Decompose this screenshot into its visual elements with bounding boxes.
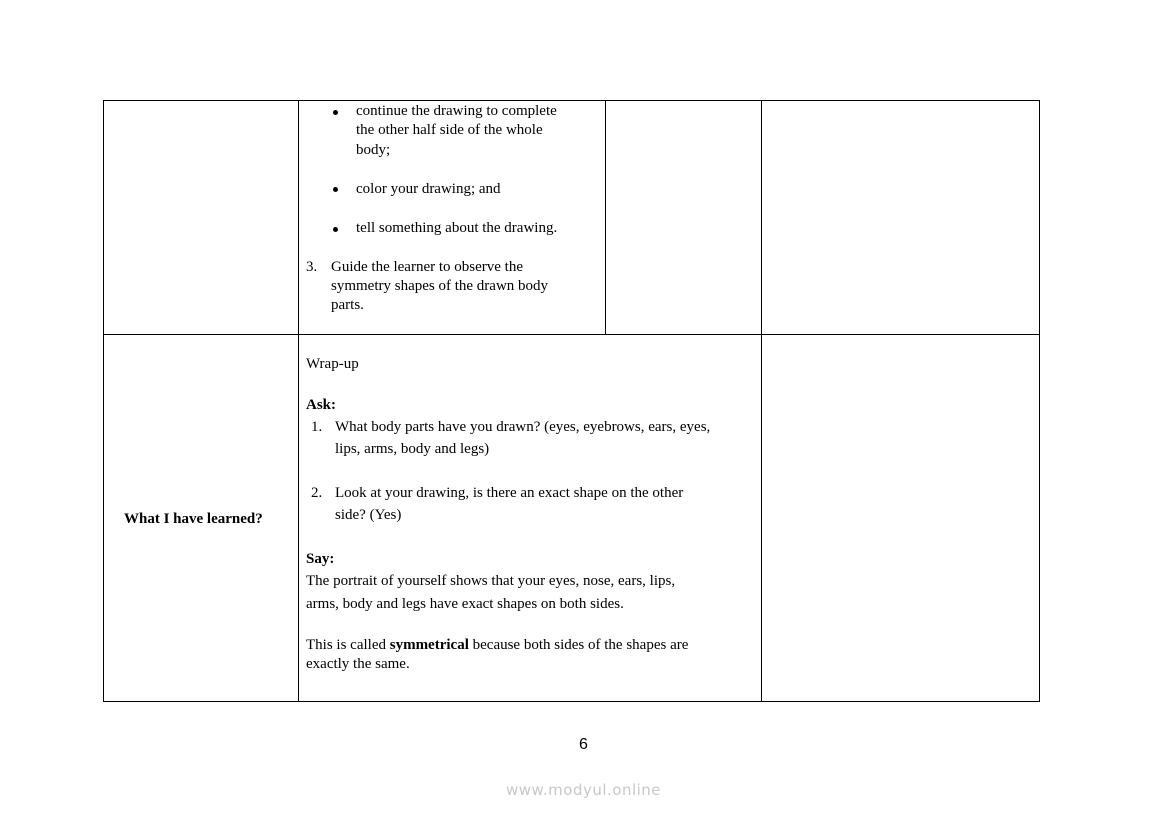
table-col-divider-3 [761,100,762,702]
closing-text-line2: exactly the same. [306,656,410,672]
closing-prefix: This is called [306,637,390,653]
bullet-text: color your drawing; and [356,181,501,197]
table-row-divider [103,334,1040,335]
step-text: parts. [331,297,364,313]
bullet-icon [333,227,338,232]
bullet-icon [333,187,338,192]
ask-label: Ask: [306,397,337,413]
bullet-text: body; [356,142,391,158]
watermark: www.modyul.online [505,781,662,799]
step-text: symmetry shapes of the drawn body [331,278,549,294]
question-number: 2. [311,485,323,501]
say-text: The portrait of yourself shows that your eyes, nose, ears, lips, [306,573,676,589]
table-col-divider-2 [605,100,606,334]
closing-suffix: because both sides of the shapes are [468,637,689,653]
question-number: 1. [311,419,323,435]
closing-text [306,636,688,656]
step-text: Guide the learner to observe the [331,259,524,275]
bullet-text: the other half side of the whole [356,122,543,138]
table-border-top [103,100,1040,101]
say-label: Say: [306,551,335,567]
say-text: arms, body and legs have exact shapes on both sides. [306,596,624,612]
question-text: lips, arms, body and legs) [335,441,490,457]
table-border-right [1039,100,1040,702]
bullet-text: tell something about the drawing. [356,220,558,236]
table-col-divider-1 [298,100,299,702]
table-border-bottom [103,701,1040,702]
bullet-icon [333,110,338,115]
row-label-what-i-have-learned: What I have learned? [124,511,263,527]
table-border-left [103,100,104,702]
wrapup-heading: Wrap-up [306,356,359,372]
step-number: 3. [306,259,318,275]
bullet-text: continue the drawing to complete [356,103,557,119]
page-number: 6 [579,736,588,753]
symmetrical-term: symmetrical [389,637,469,653]
question-text: side? (Yes) [335,507,402,523]
question-text: What body parts have you drawn? (eyes, eyebrows, ears, eyes, [335,419,711,435]
question-text: Look at your drawing, is there an exact shape on the other [335,485,684,501]
